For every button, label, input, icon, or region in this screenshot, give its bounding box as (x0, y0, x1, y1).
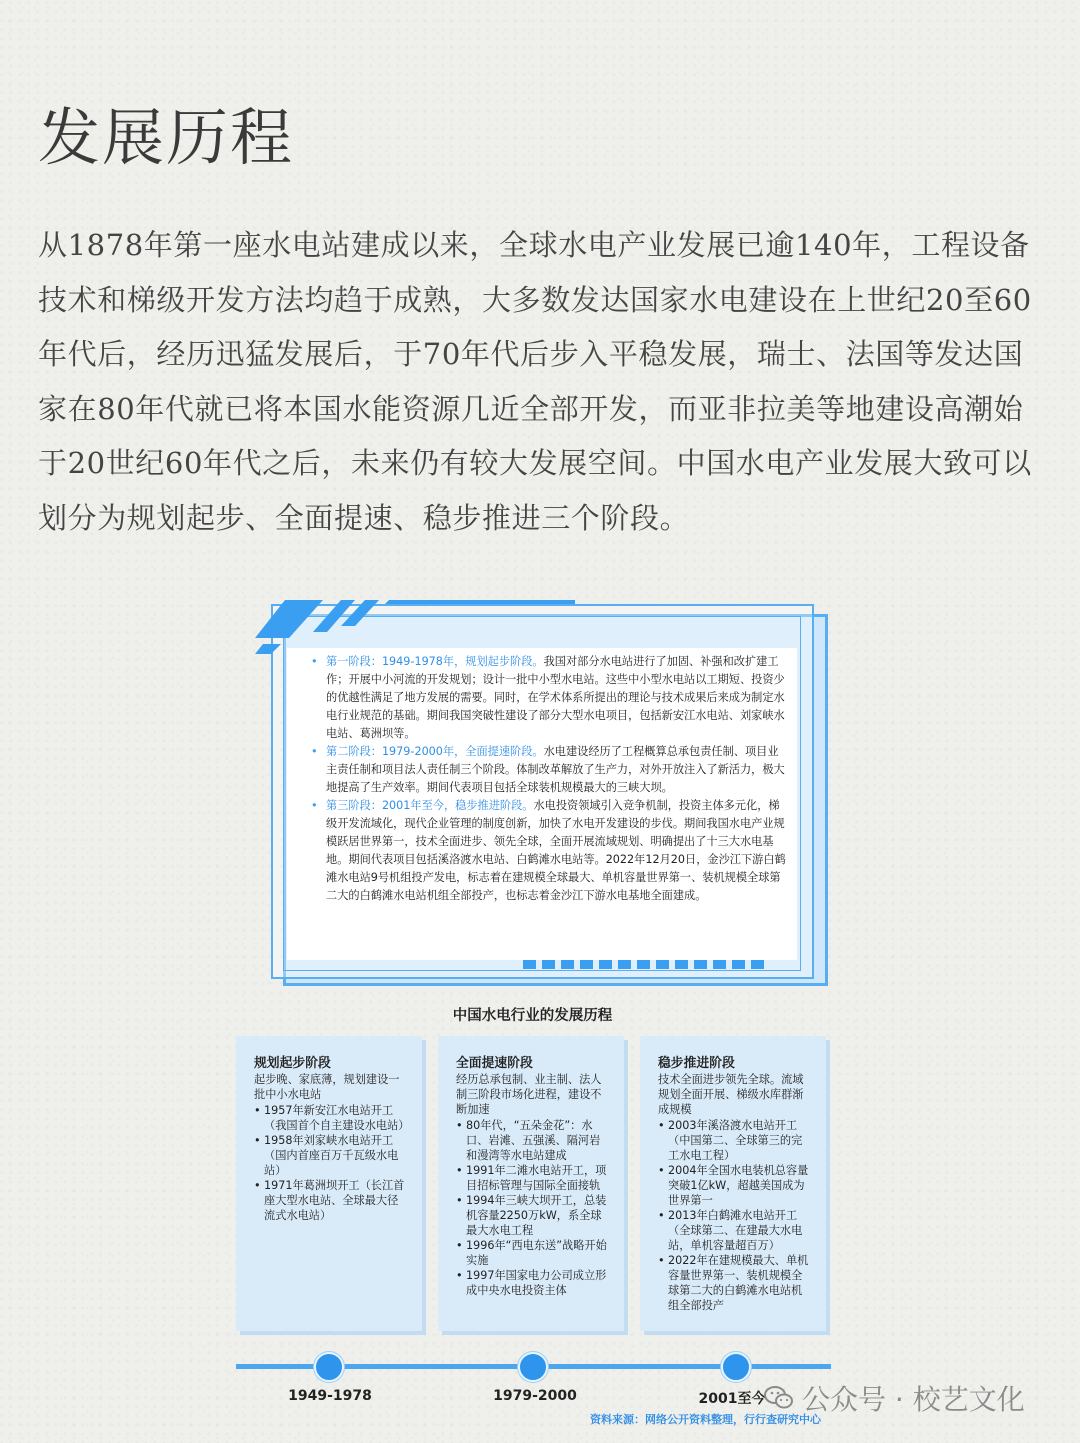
intro-paragraph: 从1878年第一座水电站建成以来，全球水电产业发展已逾140年，工程设备技术和梯级开发方法均趋于成熟，大多数发达国家水电建设在上世纪20至60年代后，经历迅猛发展后，于70年代后步入平稳发展，瑞士、法国等发达国家在80年代就已将本国水能资源几近全部开发，而亚非拉美等地建设高潮始于20世纪60年代之后，未来仍有较大发展空间。中国水电产业发展大致可以划分为规划起步、全面提速、稳步推进三个阶段。 (38, 228, 1032, 535)
watermark-text: 公众号 · 校艺文化 (802, 1383, 1025, 1416)
stage-body: 我国对部分水电站进行了加固、补强和改扩建工作；开展中小河流的开发规划；设计一批中小型水电站。这些中小型水电站以工期短、投资少的优越性满足了地方发展的需要。同时，在学术体系所提出的理论与技术成果后来成为制定水电行业规范的基础。期间我国突破性建设了部分大型水电项目，包括新安江水电站、刘家峡水电站、葛洲坝等。 (326, 655, 785, 740)
card-list (658, 1118, 812, 1313)
timeline-year: 2001至今 (698, 1391, 766, 1407)
timeline-card-2 (438, 1036, 624, 1331)
list-item: • 1994年三峡大坝开工，总装机容量2250万kW，系全球最大水电工程 (456, 1193, 610, 1238)
stage-item (307, 653, 789, 743)
stage-highlight: 第三阶段：2001年至今，稳步推进阶段。 (326, 799, 534, 812)
timeline-title: 中国水电行业的发展历程 (452, 1008, 613, 1024)
list-item: • 2003年溪洛渡水电站开工（中国第二、全球第三的完工水电工程） (658, 1118, 812, 1163)
list-item: • 1971年葛洲坝开工（长江首座大型水电站、全球最大径流式水电站） (254, 1178, 408, 1223)
stage-highlight: 第二阶段：1979-2000年，全面提速阶段。 (326, 745, 544, 758)
stage-list (307, 653, 789, 905)
stage-body: 水电投资领域引入竞争机制，投资主体多元化，梯级开发流域化，现代企业管理的制度创新，加快了水电开发建设的步伐。期间我国水电产业规模跃居世界第一，技术全面进步、领先全球，全面开展流域规划、明确提出了十三大水电基地。期间代表项目包括溪洛渡水电站、白鹤滩水电站等。2022年12月20日，金沙江下游白鹤滩水电站9号机组投产发电，标志着在建规模全球最大、单机容量世界第一、装机规模全球第二大的白鹤滩水电站机组全部投产，也标志着金沙江下游水电基地全面建成。 (326, 799, 786, 902)
card-list (254, 1103, 408, 1223)
list-item: • 1996年“西电东送”战略开始实施 (456, 1238, 610, 1268)
list-item: • 1997年国家电力公司成立形成中央水电投资主体 (456, 1268, 610, 1298)
card-summary: 起步晚、家底薄，规划建设一批中小水电站 (254, 1073, 400, 1101)
list-item: • 2004年全国水电装机总容量突破1亿kW，超越美国成为世界第一 (658, 1163, 812, 1208)
wechat-icon (764, 1385, 794, 1411)
stage-item (307, 797, 789, 905)
card-heading: 规划起步阶段 (254, 1056, 331, 1071)
list-item: • 1958年刘家峡水电站开工（国内首座百万千瓦级水电站） (254, 1133, 408, 1178)
timeline-dot (518, 1352, 548, 1382)
stage-body: 水电建设经历了工程概算总承包责任制、项目业主责任制和项目法人责任制三个阶段。体制改革解放了生产力，对外开放注入了新活力，极大地提高了生产效率。期间代表项目包括全球装机规模最大的三峡大坝。 (326, 745, 785, 794)
card-summary: 经历总承包制、业主制、法人制三阶段市场化进程，建设不断加速 (456, 1073, 602, 1116)
page-title: 发展历程 (38, 101, 295, 174)
card-list (456, 1118, 610, 1298)
timeline-dot (314, 1352, 344, 1382)
stage-frame (255, 596, 830, 991)
stage-highlight: 第一阶段：1949-1978年，规划起步阶段。 (326, 655, 544, 668)
timeline-year: 1979-2000 (493, 1388, 577, 1404)
list-item: • 1991年二滩水电站开工，项目招标管理与国际全面接轨 (456, 1163, 610, 1193)
decorative-stripes-top (255, 596, 595, 656)
card-heading: 全面提速阶段 (456, 1056, 533, 1071)
stage-item (307, 743, 789, 797)
list-item: • 2013年白鹤滩水电站开工（全球第二、在建最大水电站，单机容量超百万） (658, 1208, 812, 1253)
timeline-dot (721, 1352, 751, 1382)
card-heading: 稳步推进阶段 (658, 1056, 735, 1071)
timeline-year: 1949-1978 (288, 1388, 372, 1404)
source-note: 资料来源：网络公开资料整理，行行查研究中心 (590, 1413, 821, 1426)
timeline-card-3 (640, 1036, 826, 1331)
card-summary: 技术全面进步领先全球。流域规划全面开展、梯级水库群渐成规模 (658, 1073, 804, 1116)
list-item: • 1957年新安江水电站开工（我国首个自主建设水电站） (254, 1103, 408, 1133)
watermark (764, 1378, 1025, 1418)
list-item: • 80年代，“五朵金花”：水口、岩滩、五强溪、隔河岩和漫湾等水电站建成 (456, 1118, 610, 1163)
decorative-stripes-bottom (523, 960, 764, 969)
timeline-card-1 (236, 1036, 422, 1331)
list-item: • 2022年在建规模最大、单机容量世界第一、装机规模全球第二大的白鹤滩水电站机组全部投产 (658, 1253, 812, 1313)
